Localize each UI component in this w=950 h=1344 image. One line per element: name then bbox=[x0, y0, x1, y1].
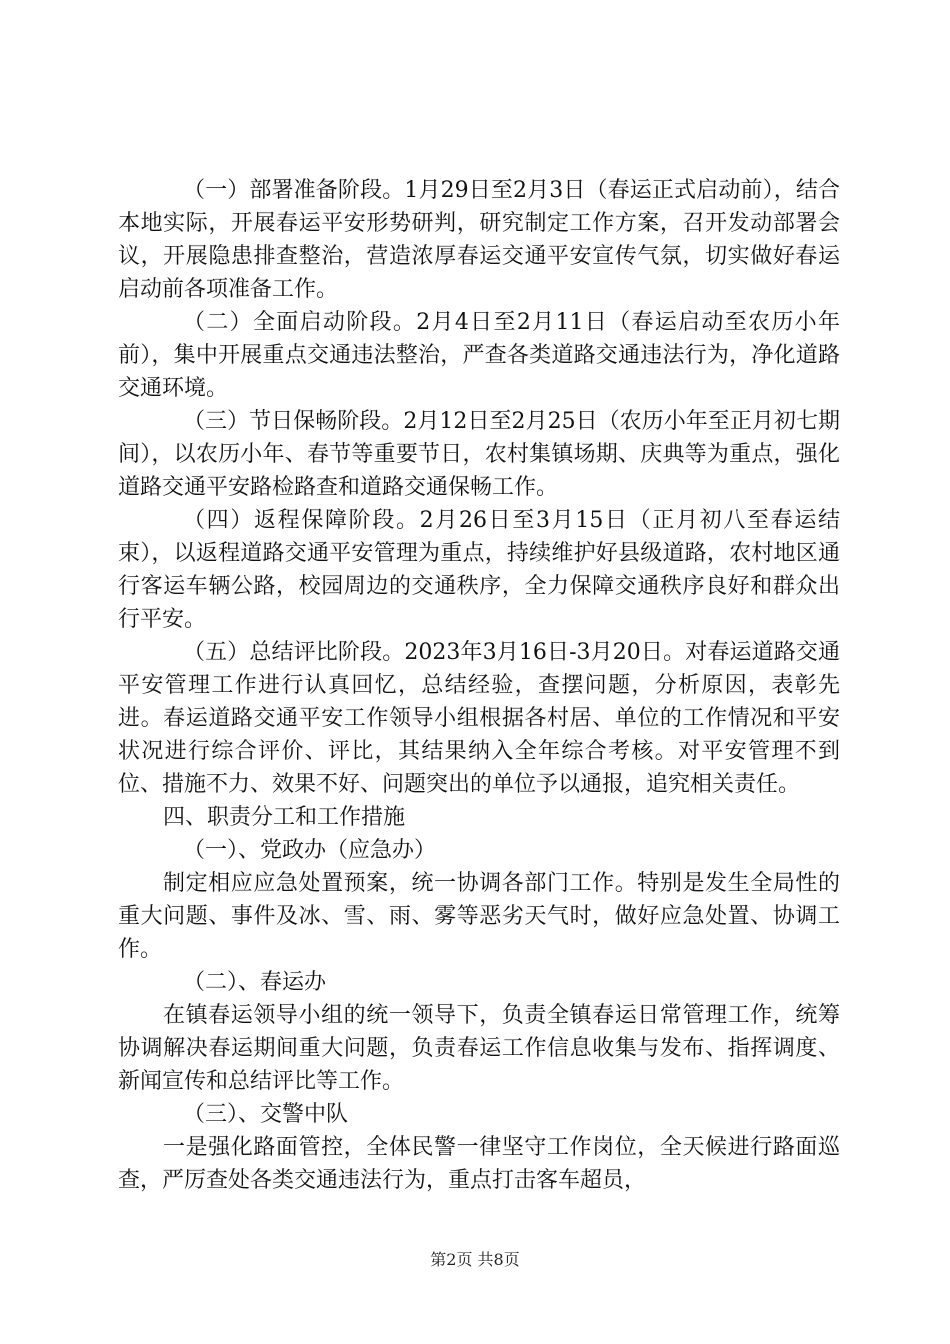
sub-heading-spring-transport-office: （二）、春运办 bbox=[183, 970, 327, 995]
paragraph-stage-3: （三）节日保畅阶段。2月12日至2月25日（农历小年至正月初七期间），以农历小年、春节等重要节日，农村集镇场期、庆典等为重点，强化道路交通平安路检路查和道路交通保畅工作。 bbox=[118, 409, 840, 500]
paragraph-spring-transport-office: 在镇春运领导小组的统一领导下，负责全镇春运日常管理工作，统筹协调解决春运期间重大问题，负责春运工作信息收集与发布、指挥调度、新闻宣传和总结评比等工作。 bbox=[118, 1003, 840, 1094]
sub-heading-traffic-police: （三）、交警中队 bbox=[183, 1102, 349, 1127]
paragraph-stage-4: （四）返程保障阶段。2月26日至3月15日（正月初八至春运结束），以返程道路交通平安管理为重点，持续维护好县级道路，农村地区通行客运车辆公路，校园周边的交通秩序，全力保障交通秩序良好和群众出行平安。 bbox=[118, 508, 840, 632]
section-heading-duties: 四、职责分工和工作措施 bbox=[163, 805, 406, 830]
page-footer: 第2页 共8页 bbox=[430, 1250, 520, 1269]
paragraph-stage-1: （一）部署准备阶段。1月29日至2月3日（春运正式启动前），结合本地实际，开展春运平安形势研判，研究制定工作方案，召开发动部署会议，开展隐患排查整治，营造浓厚春运交通平安宣传气氛，切实做好春运启动前各项准备工作。 bbox=[118, 178, 840, 302]
sub-heading-party-office: （一）、党政办（应急办） bbox=[183, 838, 437, 863]
paragraph-party-office: 制定相应应急处置预案，统一协调各部门工作。特别是发生全局性的重大问题、事件及冰、雪、雨、雾等恶劣天气时，做好应急处置、协调工作。 bbox=[118, 871, 840, 962]
paragraph-traffic-police: 一是强化路面管控，全体民警一律坚守工作岗位，全天候进行路面巡查，严厉查处各类交通违法行为，重点打击客车超员， bbox=[118, 1135, 840, 1193]
document-body bbox=[118, 174, 840, 1197]
paragraph-stage-2: （二）全面启动阶段。2月4日至2月11日（春运启动至农历小年前），集中开展重点交通违法整治，严查各类道路交通违法行为，净化道路交通环境。 bbox=[118, 310, 840, 401]
paragraph-stage-5: （五）总结评比阶段。2023年3月16日-3月20日。对春运道路交通平安管理工作进行认真回忆，总结经验，查摆问题，分析原因，表彰先进。春运道路交通平安工作领导小组根据各村居、单位的工作情况和平安状况进行综合评价、评比，其结果纳入全年综合考核。对平安管理不到位、措施不力、效果不好、问题突出的单位予以通报，追究相关责任。 bbox=[118, 640, 840, 797]
